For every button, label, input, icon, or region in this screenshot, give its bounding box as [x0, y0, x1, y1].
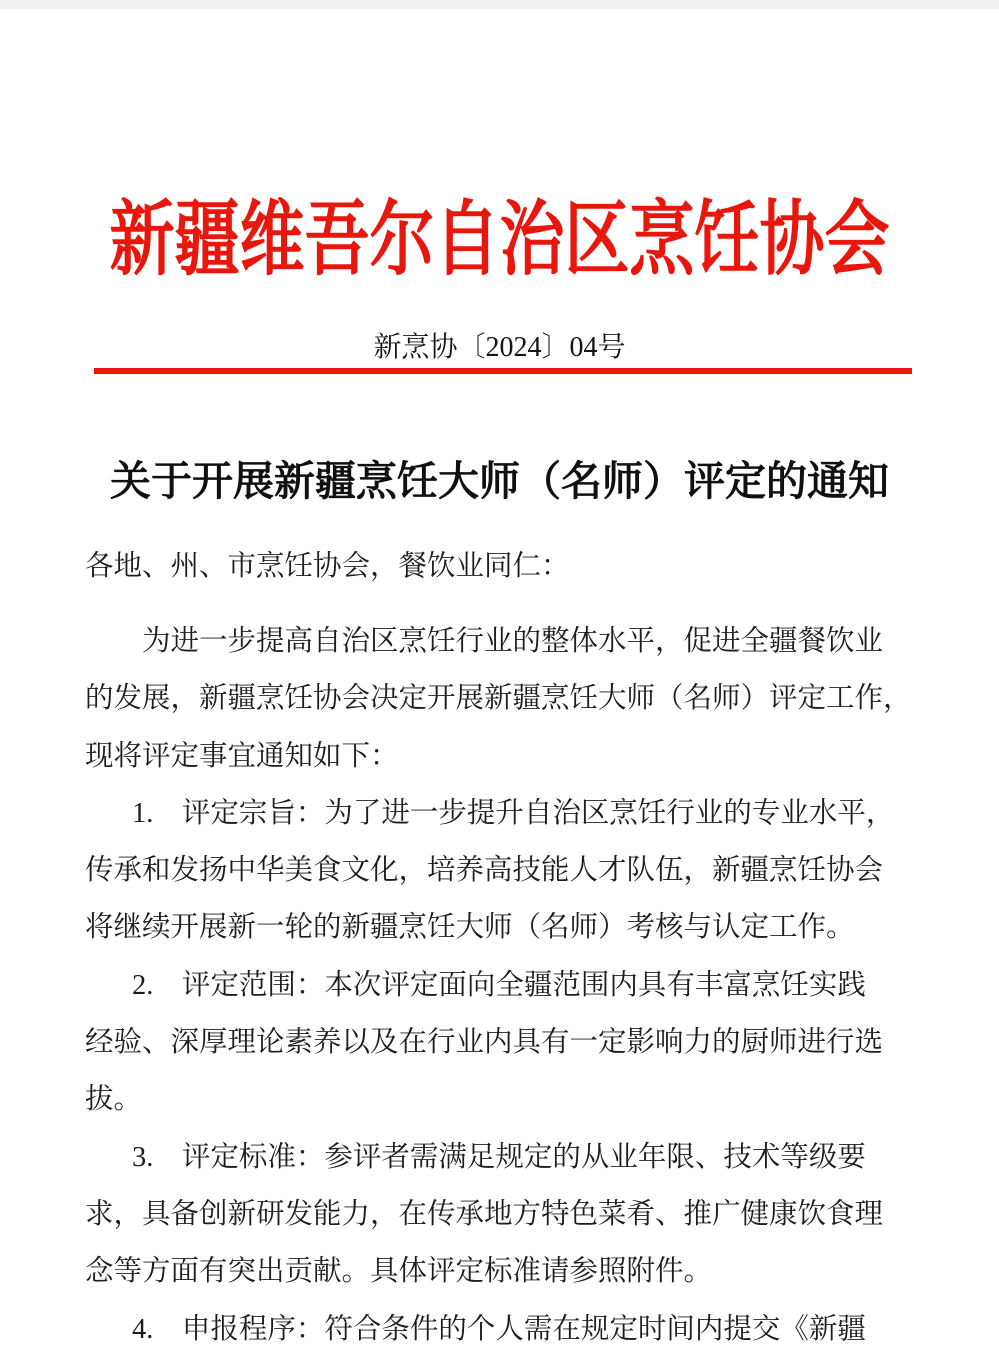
body-line: 拔。 — [85, 1084, 143, 1116]
body-line: 经验、深厚理论素养以及在行业内具有一定影响力的厨师进行选 — [85, 1027, 884, 1059]
notice-body — [85, 613, 945, 1358]
body-line-item-3: 3. 评定标准：参评者需满足规定的从业年限、技术等级要 — [132, 1141, 866, 1173]
salutation: 各地、州、市烹饪协会，餐饮业同仁： — [85, 551, 570, 582]
body-line-item-1: 1. 评定宗旨：为了进一步提升自治区烹饪行业的专业水平， — [132, 797, 895, 829]
notice-title: 关于开展新疆烹饪大师（名师）评定的通知 — [110, 458, 889, 504]
body-line: 将继续开展新一轮的新疆烹饪大师（名师）考核与认定工作。 — [85, 912, 855, 944]
body-line: 念等方面有突出贡献。具体评定标准请参照附件。 — [85, 1256, 713, 1288]
body-line-item-4: 4. 申报程序：符合条件的个人需在规定时间内提交《新疆 — [132, 1313, 866, 1345]
body-line: 求，具备创新研发能力，在传承地方特色菜肴、推广健康饮食理 — [85, 1198, 884, 1230]
body-line: 传承和发扬中华美食文化，培养高技能人才队伍，新疆烹饪协会 — [85, 855, 884, 887]
body-line-item-2: 2. 评定范围：本次评定面向全疆范围内具有丰富烹饪实践 — [132, 969, 866, 1001]
doc-number: 新烹协〔2024〕04号 — [373, 332, 626, 363]
body-line: 为进一步提高自治区烹饪行业的整体水平，促进全疆餐饮业 — [142, 626, 884, 657]
org-title: 新疆维吾尔自治区烹饪协会 — [109, 195, 890, 286]
body-line: 现将评定事宜通知如下： — [85, 740, 399, 772]
red-divider-line — [94, 368, 912, 374]
body-line: 的发展，新疆烹饪协会决定开展新疆烹饪大师（名师）评定工作， — [85, 683, 912, 715]
scan-edge-strip — [0, 0, 999, 9]
